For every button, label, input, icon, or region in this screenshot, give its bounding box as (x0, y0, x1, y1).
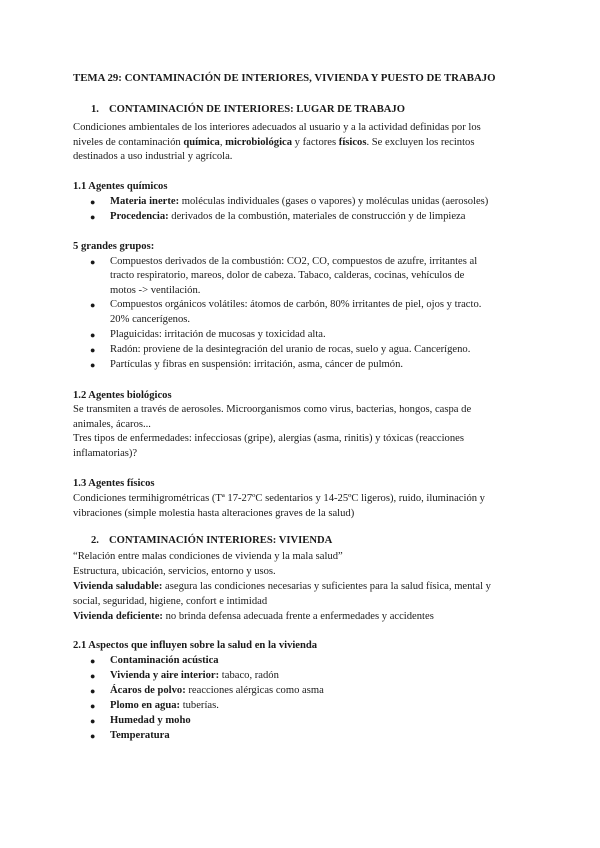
text-span: asegura las condiciones necesarias y suficientes para la salud física, mental y (162, 581, 491, 592)
bullet-icon: ● (90, 345, 96, 355)
text-span: moléculas individuales (gases o vapores) y moléculas unidas (aerosoles) (179, 196, 489, 207)
paragraph-line (73, 580, 491, 594)
bullet-icon: ● (90, 360, 96, 370)
subsection-1-1-heading: 1.1 Agentes químicos (73, 181, 168, 192)
paragraph-line: animales, ácaros... (73, 419, 151, 430)
text-span: y factores (292, 137, 339, 148)
list-item: Temperatura (110, 730, 170, 741)
list-item: Partículas y fibras en suspensión: irritación, asma, cáncer de pulmón. (110, 359, 404, 370)
section-1-heading-text: CONTAMINACIÓN DE INTERIORES: LUGAR DE TRABAJO (109, 104, 405, 115)
list-item: Compuestos derivados de la combustión: CO2, CO, compuestos de azufre, irritantes al (110, 256, 478, 267)
bullet-icon: ● (90, 300, 96, 310)
list-item (110, 669, 279, 683)
paragraph-line: vibraciones (simple molestia hasta alteraciones graves de la salud) (73, 508, 355, 519)
bullet-icon: ● (90, 656, 96, 666)
bullet-icon: ● (90, 671, 96, 681)
list-item: Contaminación acústica (110, 655, 219, 666)
bullet-icon: ● (90, 716, 96, 726)
paragraph-line: Condiciones termihigrométricas (Tª 17-27ºC sedentarios y 14-25ºC ligeros), ruido, iluminación y (73, 493, 485, 504)
text-span: reacciones alérgicas como asma (185, 685, 324, 696)
list-item (110, 684, 324, 698)
groups-heading: 5 grandes grupos: (73, 241, 155, 252)
paragraph-line (73, 610, 434, 624)
list-item-continuation: 20% cancerígenos. (110, 314, 191, 325)
list-item (110, 195, 488, 209)
text-span: derivados de la combustión, materiales de construcción y de limpieza (168, 211, 466, 222)
subsection-1-3-heading: 1.3 Agentes físicos (73, 478, 155, 489)
bold-term: química (183, 137, 220, 148)
bold-term: Plomo en agua: (110, 700, 181, 711)
section-1-intro-line-2 (73, 136, 474, 150)
bullet-icon: ● (90, 731, 96, 741)
section-1-intro-line-3: destinados a uso industrial y agrícola. (73, 151, 233, 162)
text-span: niveles de contaminación (73, 137, 184, 148)
bullet-icon: ● (90, 701, 96, 711)
bullet-icon: ● (90, 330, 96, 340)
section-2-number: 2. (91, 535, 99, 546)
text-span: , (219, 137, 226, 148)
bullet-icon: ● (90, 197, 96, 207)
paragraph-line: social, seguridad, higiene, confort e intimidad (73, 596, 268, 607)
list-item-continuation: tracto respiratorio, mareos, dolor de cabeza. Tabaco, calderas, cocinas, vehículos de (110, 270, 465, 281)
document-title: TEMA 29: CONTAMINACIÓN DE INTERIORES, VIVIENDA Y PUESTO DE TRABAJO (73, 72, 496, 84)
bold-term: Materia inerte: (110, 196, 180, 207)
text-span: tuberías. (180, 700, 219, 711)
subsection-1-2-heading: 1.2 Agentes biológicos (73, 390, 172, 401)
quote-line: “Relación entre malas condiciones de vivienda y la mala salud” (73, 551, 343, 562)
list-item: Humedad y moho (110, 715, 191, 726)
text-span: tabaco, radón (219, 670, 279, 681)
bold-term: microbiológica (225, 137, 293, 148)
subsection-2-1-heading: 2.1 Aspectos que influyen sobre la salud en la vivienda (73, 640, 318, 651)
list-item: Compuestos orgánicos volátiles: átomos de carbón, 80% irritantes de piel, ojos y tracto. (110, 299, 482, 310)
bullet-icon: ● (90, 257, 96, 267)
list-item (110, 699, 219, 713)
bullet-icon: ● (90, 686, 96, 696)
bold-term: Procedencia: (110, 211, 169, 222)
list-item: Plaguicidas: irritación de mucosas y toxicidad alta. (110, 329, 326, 340)
bold-term: Ácaros de polvo: (110, 685, 186, 696)
bullet-icon: ● (90, 212, 96, 222)
section-1-number: 1. (91, 104, 99, 115)
paragraph-line: inflamatorias)? (73, 448, 138, 459)
bold-term: Vivienda y aire interior: (110, 670, 220, 681)
list-item-continuation: motos -> ventilación. (110, 285, 201, 296)
section-1-intro-line-1: Condiciones ambientales de los interiores adecuados al usuario y a la actividad definidas por los (73, 122, 481, 133)
bold-term: físicos (338, 137, 367, 148)
list-item: Radón: proviene de la desintegración del uranio de rocas, suelo y agua. Cancerígeno. (110, 344, 471, 355)
paragraph-line: Tres tipos de enfermedades: infecciosas (gripe), alergias (asma, rinitis) y tóxicas (reacciones (73, 433, 464, 444)
bold-term: Vivienda saludable: (73, 581, 163, 592)
paragraph-line: Estructura, ubicación, servicios, entorno y usos. (73, 566, 276, 577)
section-2-heading (91, 534, 332, 548)
section-2-heading-text: CONTAMINACIÓN INTERIORES: VIVIENDA (109, 535, 333, 546)
text-span: . Se excluyen los recintos (366, 137, 475, 148)
text-span: no brinda defensa adecuada frente a enfermedades y accidentes (162, 611, 434, 622)
list-item (110, 210, 465, 224)
paragraph-line: Se transmiten a través de aerosoles. Microorganismos como virus, bacterias, hongos, caspa de (73, 404, 472, 415)
section-1-heading (91, 103, 405, 117)
bold-term: Vivienda deficiente: (73, 611, 163, 622)
